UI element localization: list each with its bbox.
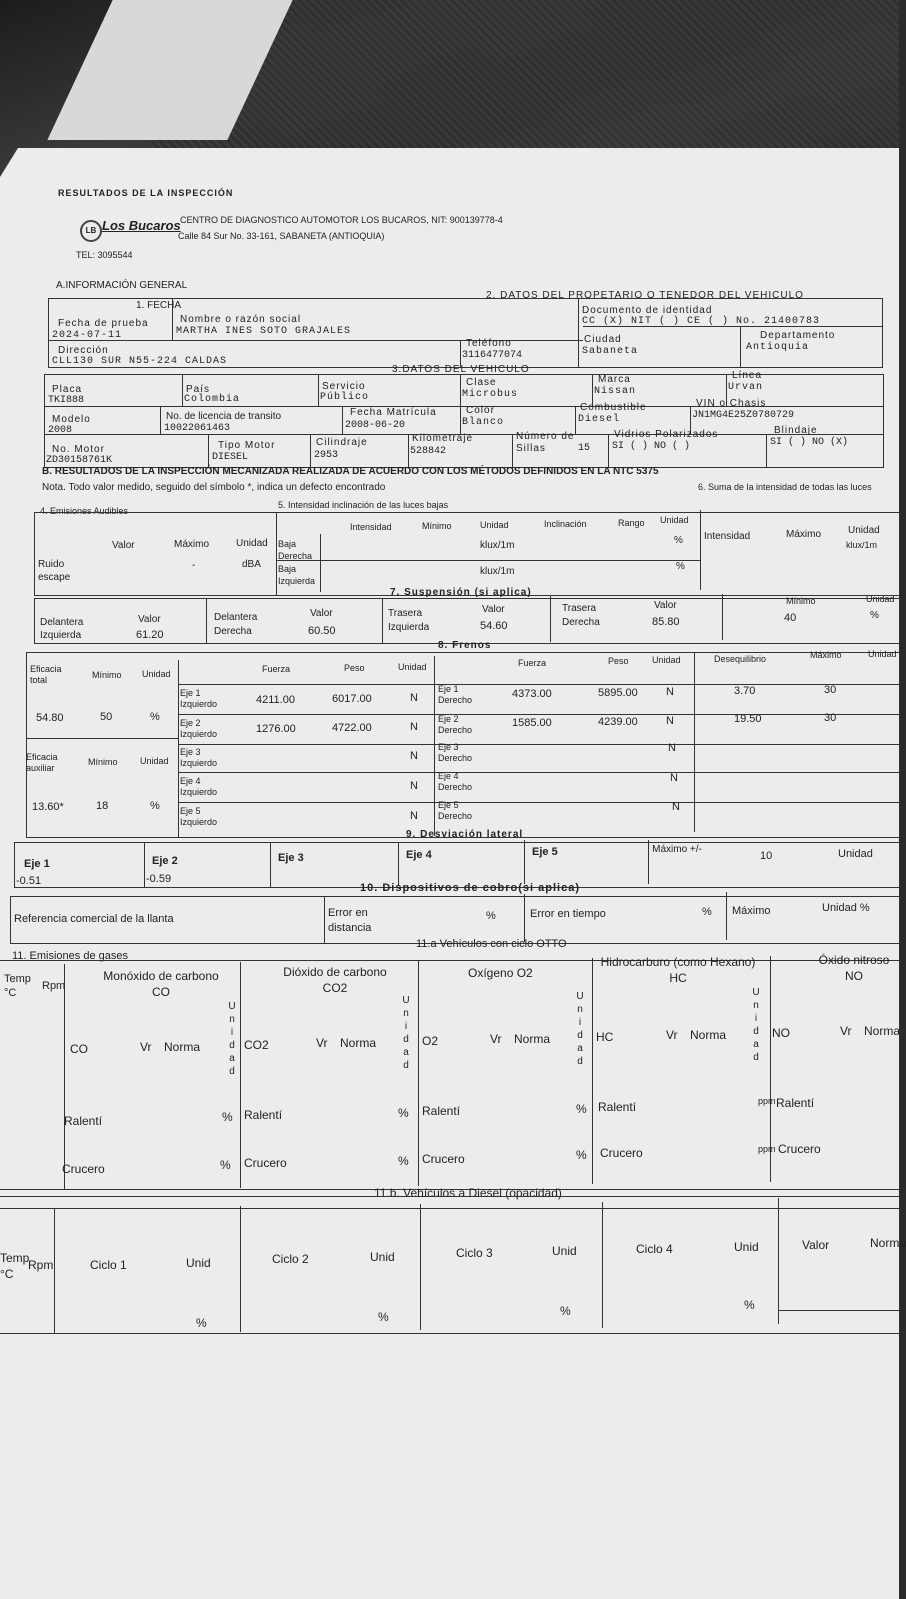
divider bbox=[270, 842, 271, 888]
s4-ruido: Ruido escape bbox=[38, 559, 71, 583]
s11b-ciclo1: Ciclo 1 bbox=[90, 1258, 127, 1272]
eje4-der-label: Eje 4 Derecho bbox=[438, 771, 473, 792]
s4-dash: - bbox=[192, 560, 196, 571]
sillas-label: Número de Sillas bbox=[516, 431, 575, 454]
divider bbox=[178, 714, 900, 715]
pais-value: Colombia bbox=[184, 394, 241, 405]
s7-tra-der-value: 85.80 bbox=[652, 616, 680, 628]
s8-fuerza-izq: Fuerza bbox=[262, 664, 291, 674]
s11-hc-norma: Norma bbox=[690, 1028, 727, 1042]
s9-eje2-value: -0.59 bbox=[146, 873, 172, 885]
s11-co2: CO2 bbox=[244, 1038, 269, 1052]
eje1-der-label: Eje 1 Derecho bbox=[438, 684, 473, 705]
sillas-value: 15 bbox=[578, 443, 591, 454]
fecha-value: 2024-07-11 bbox=[52, 330, 123, 341]
s8-minimo-2: Mínimo bbox=[88, 757, 118, 767]
doc-label: Documento de identidad bbox=[582, 305, 713, 316]
s10-err-dist: Error en distancia bbox=[328, 907, 372, 934]
divider bbox=[382, 598, 383, 644]
s11-co-crucero: Crucero bbox=[62, 1162, 105, 1176]
s11-co-vr: Vr bbox=[140, 1040, 152, 1054]
s11a-title: 11.a Vehículos con ciclo OTTO bbox=[416, 938, 567, 950]
s8-unidad-1: Unidad bbox=[142, 669, 171, 679]
s9-eje3: Eje 3 bbox=[278, 852, 304, 864]
divider bbox=[592, 958, 593, 1184]
s8-title: 8. Frenos bbox=[438, 640, 492, 651]
s11-no-norma: Norma bbox=[864, 1024, 901, 1038]
clase-value: Microbus bbox=[462, 389, 519, 400]
s11b-unid-4: Unid bbox=[734, 1240, 759, 1254]
s8-ea-value: 13.60* bbox=[32, 801, 64, 813]
eje2-der-label: Eje 2 Derecho bbox=[438, 714, 473, 735]
s6-intensidad: Intensidad bbox=[704, 531, 751, 542]
s11-no-vr: Vr bbox=[840, 1024, 852, 1038]
s11-title: 11. Emisiones de gases bbox=[12, 950, 128, 962]
divider bbox=[178, 684, 900, 685]
depto-value: Antioquia bbox=[746, 342, 810, 353]
s11b-ciclo2: Ciclo 2 bbox=[272, 1252, 309, 1266]
placa-label: Placa bbox=[52, 384, 83, 395]
linea-label: Línea bbox=[732, 370, 763, 381]
divider bbox=[276, 560, 700, 561]
blindaje-label: Blindaje bbox=[774, 425, 818, 436]
eje1-deseq: 3.70 bbox=[734, 685, 756, 697]
vehiculo-title: 3.DATOS DEL VEHICULO bbox=[392, 364, 530, 375]
s6-title: 6. Suma de la intensidad de todas las luces bbox=[698, 482, 872, 492]
divider bbox=[420, 1204, 421, 1330]
s5-rango: Rango bbox=[618, 518, 645, 528]
licencia-label: No. de licencia de transito bbox=[166, 411, 282, 422]
eje2-der-fuerza: 1585.00 bbox=[512, 717, 552, 729]
dir-value: CLL130 SUR N55-224 CALDAS bbox=[52, 356, 228, 367]
combustible-value: Diesel bbox=[578, 414, 621, 425]
s5-baja-izq: Baja Izquierda bbox=[278, 564, 316, 586]
eje1-izq-peso: 6017.00 bbox=[332, 693, 372, 705]
s8-ea-pct: % bbox=[150, 800, 160, 812]
s11-o2-vr: Vr bbox=[490, 1032, 502, 1046]
eje2-izq-peso: 4722.00 bbox=[332, 722, 372, 734]
divider bbox=[144, 842, 145, 888]
s4-dba: dBA bbox=[242, 559, 261, 570]
s7-minimo-value: 40 bbox=[784, 612, 797, 624]
eje2-izq-fuerza: 1276.00 bbox=[256, 723, 296, 735]
s11-co2-norma: Norma bbox=[340, 1036, 377, 1050]
divider bbox=[178, 744, 900, 745]
eje1-der-peso: 5895.00 bbox=[598, 687, 638, 699]
s11b-norma: Norma bbox=[870, 1236, 906, 1250]
divider bbox=[778, 1310, 900, 1311]
eje2-max: 30 bbox=[824, 712, 837, 724]
s8-desequilibrio: Desequilibrio bbox=[714, 654, 767, 664]
fecha-title: 1. FECHA bbox=[136, 300, 182, 311]
s7-valor-1: Valor bbox=[138, 614, 161, 625]
s456-box bbox=[34, 512, 900, 596]
s11-rpm: Rpm bbox=[42, 980, 66, 992]
depto-label: Departamento bbox=[760, 330, 836, 341]
s8-eficacia-total: Eficacia total bbox=[30, 664, 62, 685]
divider bbox=[460, 406, 461, 434]
fecha-matricula-label: Fecha Matrícula bbox=[350, 407, 437, 418]
ciudad-value: Sabaneta bbox=[582, 346, 639, 357]
eje1-izq-label: Eje 1 Izquierdo bbox=[180, 688, 218, 709]
divider bbox=[398, 842, 399, 886]
s6-klux: klux/1m bbox=[846, 540, 878, 550]
s11b-unid-1: Unid bbox=[186, 1256, 211, 1270]
logo-icon: LB bbox=[80, 220, 102, 242]
s9-eje5: Eje 5 bbox=[532, 846, 558, 858]
s11b-valor: Valor bbox=[802, 1238, 830, 1252]
s7-tra-izq-value: 54.60 bbox=[480, 620, 508, 632]
s8-et-value: 54.80 bbox=[36, 712, 64, 724]
vidrios-value: SI ( ) NO ( ) bbox=[612, 441, 691, 452]
eje2-der-peso: 4239.00 bbox=[598, 716, 638, 728]
s11b-rpm: Rpm bbox=[28, 1258, 54, 1272]
s11-hc: HC bbox=[596, 1030, 614, 1044]
s11b-unid-2: Unid bbox=[370, 1250, 395, 1264]
divider bbox=[276, 512, 277, 596]
s8-ea-min: 18 bbox=[96, 800, 109, 812]
s7-del-der-value: 60.50 bbox=[308, 625, 336, 637]
vidrios-label: Vidrios Polarizados bbox=[614, 429, 719, 440]
nombre-label: Nombre o razón social bbox=[180, 314, 302, 325]
s11b-pct-2: % bbox=[378, 1310, 389, 1324]
s4-valor: Valor bbox=[112, 540, 135, 551]
s11-co2-crucero-pct: % bbox=[398, 1154, 409, 1168]
s11-hc-vr: Vr bbox=[666, 1028, 678, 1042]
s11-no-crucero: Crucero bbox=[778, 1142, 821, 1156]
s9-eje1: Eje 1 bbox=[24, 858, 50, 870]
eje3-der-label: Eje 3 Derecho bbox=[438, 742, 473, 763]
eje3-izq-n: N bbox=[410, 750, 418, 762]
divider bbox=[778, 1198, 779, 1324]
s8-fuerza-der: Fuerza bbox=[518, 658, 547, 668]
s11-no: NO bbox=[772, 1026, 790, 1040]
eje3-izq-label: Eje 3 Izquierdo bbox=[180, 747, 218, 768]
s11-hc-ralenti-ppm: ppm bbox=[758, 1096, 776, 1106]
fecha-matricula-value: 2008-06-20 bbox=[345, 420, 406, 431]
s11-hc-crucero: Crucero bbox=[600, 1146, 643, 1160]
divider bbox=[578, 298, 579, 368]
s5-baja-der: Baja Derecha bbox=[278, 539, 313, 561]
eje4-izq-n: N bbox=[410, 780, 418, 792]
s11-o2-crucero: Crucero bbox=[422, 1152, 465, 1166]
s10-err-tiempo: Error en tiempo bbox=[530, 908, 606, 920]
s4-title: 4. Emisiones Audibles bbox=[40, 506, 129, 516]
s10-pct: % bbox=[486, 910, 496, 922]
color-label: Color bbox=[466, 405, 495, 416]
s11b-ciclo3: Ciclo 3 bbox=[456, 1246, 493, 1260]
s11b-temp: Temp °C bbox=[0, 1251, 30, 1281]
s10-unidad: Unidad % bbox=[822, 902, 870, 914]
tel-label: Teléfono bbox=[466, 338, 512, 349]
divider bbox=[418, 960, 419, 1186]
marca-value: Nissan bbox=[594, 386, 637, 397]
owner-title: 2. DATOS DEL PROPETARIO O TENEDOR DEL VEHICULO bbox=[486, 290, 804, 301]
doc-title: RESULTADOS DE LA INSPECCIÓN bbox=[58, 188, 234, 198]
s11-no-ralenti: Ralentí bbox=[776, 1096, 815, 1110]
s5-pct-2: % bbox=[676, 561, 685, 572]
eje1-der-n: N bbox=[666, 686, 674, 698]
s11-o2: O2 bbox=[422, 1034, 439, 1048]
divider bbox=[648, 840, 649, 884]
eje5-der-label: Eje 5 Derecho bbox=[438, 800, 473, 821]
eje1-izq-fuerza: 4211.00 bbox=[256, 694, 295, 706]
divider bbox=[206, 598, 207, 644]
divider bbox=[434, 656, 435, 836]
divider bbox=[766, 434, 767, 468]
divider bbox=[342, 406, 343, 434]
divider bbox=[318, 374, 319, 406]
s11b-unid-3: Unid bbox=[552, 1244, 577, 1258]
s11b-ciclo4: Ciclo 4 bbox=[636, 1242, 673, 1256]
s10-maximo: Máximo bbox=[732, 905, 771, 917]
s11-co-ralenti-pct: % bbox=[222, 1110, 233, 1124]
tel-value: 3116477074 bbox=[462, 350, 523, 361]
s11-co-ralenti: Ralentí bbox=[64, 1114, 103, 1128]
kilometraje-value: 528842 bbox=[410, 446, 447, 457]
servicio-value: Público bbox=[320, 392, 370, 403]
s11b-title: 11.b. Vehículos a Diesel (opacidad) bbox=[374, 1186, 562, 1200]
s11-co-crucero-pct: % bbox=[220, 1158, 231, 1172]
s11-co2-title: Dióxido de carbono CO2 bbox=[283, 965, 387, 995]
modelo-label: Modelo bbox=[52, 414, 91, 425]
s5-inclinacion: Inclinación bbox=[544, 519, 587, 529]
logo-text: Los Bucaros bbox=[102, 218, 181, 233]
s8-unidad-izq: Unidad bbox=[398, 662, 427, 672]
divider bbox=[324, 896, 325, 944]
servicio-label: Servicio bbox=[322, 381, 366, 392]
eje1-der-fuerza: 4373.00 bbox=[512, 688, 552, 700]
s8-peso-izq: Peso bbox=[344, 663, 365, 673]
s11-co-unidad: U n i d a d bbox=[228, 1001, 236, 1077]
s11-o2-ralenti-pct: % bbox=[576, 1102, 587, 1116]
s8-maximo: Máximo bbox=[810, 650, 842, 660]
pais-label: País bbox=[186, 384, 211, 395]
s11b-pct-1: % bbox=[196, 1316, 207, 1330]
s7-valor-3: Valor bbox=[482, 604, 505, 615]
section-b-note: Nota. Todo valor medido, seguido del símbolo *, indica un defecto encontrado bbox=[42, 482, 386, 493]
fecha-label: Fecha de prueba bbox=[58, 318, 149, 329]
s7-valor-2: Valor bbox=[310, 608, 333, 619]
divider bbox=[524, 894, 525, 942]
s11-no-title: Óxido nitroso NO bbox=[818, 953, 890, 983]
s11-co2-ralenti: Ralentí bbox=[244, 1108, 283, 1122]
ciudad-label: Ciudad bbox=[584, 334, 622, 345]
cilindraje-label: Cilindraje bbox=[316, 437, 368, 448]
s8-et-min: 50 bbox=[100, 711, 113, 723]
s8-minimo-1: Mínimo bbox=[92, 670, 122, 680]
s4-maximo: Máximo bbox=[174, 539, 210, 550]
divider bbox=[524, 840, 525, 884]
s11-co-title: Monóxido de carbono CO bbox=[103, 969, 219, 999]
eje5-izq-n: N bbox=[410, 810, 418, 822]
divider bbox=[208, 434, 209, 468]
eje4-izq-label: Eje 4 Izquierdo bbox=[180, 776, 218, 797]
divider bbox=[575, 406, 576, 434]
divider bbox=[160, 406, 161, 434]
s7-box bbox=[34, 598, 900, 644]
divider bbox=[722, 594, 723, 640]
divider bbox=[726, 892, 727, 940]
s7-tra-der: Trasera Derecha bbox=[562, 603, 600, 628]
eje2-deseq: 19.50 bbox=[734, 713, 762, 725]
divider bbox=[240, 1206, 241, 1332]
s5-title: 5. Intensidad inclinación de las luces bajas bbox=[278, 500, 449, 510]
marca-label: Marca bbox=[598, 374, 631, 385]
s10-title: 10. Dispositivos de cobro(si aplica) bbox=[360, 882, 580, 894]
s9-eje4: Eje 4 bbox=[406, 849, 432, 861]
s11-o2-crucero-pct: % bbox=[576, 1148, 587, 1162]
s11-o2-unidad: U n i d a d bbox=[576, 991, 584, 1067]
s7-unidad: Unidad bbox=[866, 594, 895, 604]
divider bbox=[740, 326, 741, 368]
eje5-izq-label: Eje 5 Izquierdo bbox=[180, 806, 218, 827]
divider bbox=[178, 772, 900, 773]
s11b-box bbox=[0, 1196, 900, 1334]
divider bbox=[310, 434, 311, 468]
motor-value: ZD30158761K bbox=[46, 455, 113, 466]
divider bbox=[602, 1202, 603, 1328]
linea-value: Urvan bbox=[728, 382, 764, 393]
divider bbox=[240, 962, 241, 1188]
s11b-pct-4: % bbox=[744, 1298, 755, 1312]
s7-del-der: Delantera Derecha bbox=[214, 612, 258, 637]
divider bbox=[700, 510, 701, 590]
doc-value: CC (X) NIT ( ) CE ( ) No. 21400783 bbox=[582, 316, 821, 327]
s8-unidad-2: Unidad bbox=[140, 756, 169, 766]
s5-klux-1: klux/1m bbox=[480, 540, 515, 551]
licencia-value: 10022061463 bbox=[164, 423, 231, 434]
s7-tra-izq: Trasera Izquierda bbox=[388, 608, 430, 633]
divider bbox=[320, 534, 321, 592]
s6-maximo: Máximo bbox=[786, 529, 822, 540]
vin-value: JN1MG4E25Z0780729 bbox=[692, 410, 795, 421]
motor-label: No. Motor bbox=[52, 444, 105, 455]
divider bbox=[178, 660, 179, 838]
cilindraje-value: 2953 bbox=[314, 450, 339, 461]
s11-co: CO bbox=[70, 1042, 88, 1056]
s11-co2-vr: Vr bbox=[316, 1036, 328, 1050]
s11-o2-norma: Norma bbox=[514, 1032, 551, 1046]
nombre-value: MARTHA INES SOTO GRAJALES bbox=[176, 326, 352, 337]
s11-hc-title: Hidrocarburo (como Hexano) HC bbox=[600, 955, 756, 985]
s11-hc-ralenti: Ralentí bbox=[598, 1100, 637, 1114]
eje1-max: 30 bbox=[824, 684, 837, 696]
divider bbox=[460, 374, 461, 406]
vin-label: VIN o Chasis bbox=[696, 398, 767, 409]
s5-klux-2: klux/1m bbox=[480, 566, 515, 577]
divider bbox=[608, 434, 609, 468]
clase-label: Clase bbox=[466, 377, 497, 388]
s11-co2-crucero: Crucero bbox=[244, 1156, 287, 1170]
divider bbox=[550, 596, 551, 642]
divider bbox=[182, 374, 183, 406]
s11-temp: Temp °C bbox=[4, 973, 31, 999]
divider bbox=[512, 434, 513, 468]
s7-minimo: Mínimo bbox=[786, 596, 816, 606]
s10-ref: Referencia comercial de la llanta bbox=[14, 913, 174, 925]
tipo-motor-value: DIESEL bbox=[212, 452, 249, 463]
s5-minimo: Mínimo bbox=[422, 521, 452, 531]
s11-co2-ralenti-pct: % bbox=[398, 1106, 409, 1120]
s7-title: 7. Suspensión (si aplica) bbox=[390, 587, 532, 598]
divider bbox=[54, 1208, 55, 1334]
s7-del-izq-value: 61.20 bbox=[136, 629, 164, 641]
tipo-motor-label: Tipo Motor bbox=[218, 440, 276, 451]
eje2-der-n: N bbox=[666, 715, 674, 727]
modelo-value: 2008 bbox=[48, 425, 73, 436]
placa-value: TKI888 bbox=[48, 395, 85, 406]
s11-o2-ralenti: Ralentí bbox=[422, 1104, 461, 1118]
s5-intensidad: Intensidad bbox=[350, 522, 392, 532]
divider bbox=[408, 434, 409, 468]
s8-et-pct: % bbox=[150, 711, 160, 723]
divider bbox=[178, 802, 900, 803]
s9-eje1-value: -0.51 bbox=[16, 875, 42, 887]
s6-unidad: Unidad bbox=[848, 525, 880, 536]
s7-valor-4: Valor bbox=[654, 600, 677, 611]
section-b-title: B. RESULTADOS DE LA INSPECCIÓN MECANIZADA REALIZADA DE ACUERDO CON LOS MÉTODOS DEFINIDOS EN LA NTC 5375 bbox=[42, 466, 659, 477]
s7-pct: % bbox=[870, 610, 879, 621]
s9-eje2: Eje 2 bbox=[152, 855, 178, 867]
eje2-izq-n: N bbox=[410, 721, 418, 733]
s7-del-izq: Delantera Izquierda bbox=[40, 617, 84, 641]
s11b-pct-3: % bbox=[560, 1304, 571, 1318]
eje4-der-n: N bbox=[670, 772, 678, 784]
s5-pct-1: % bbox=[674, 535, 683, 546]
s9-title: 9. Desviación lateral bbox=[406, 829, 524, 840]
s8-peso-der: Peso bbox=[608, 656, 629, 666]
divider bbox=[172, 298, 173, 340]
color-value: Blanco bbox=[462, 417, 505, 428]
combustible-label: Combustible bbox=[580, 402, 647, 413]
s11-hc-crucero-ppm: ppm bbox=[758, 1144, 776, 1154]
s5-unidad: Unidad bbox=[480, 520, 509, 530]
dir-label: Dirección bbox=[58, 345, 109, 356]
s8-eficacia-aux: Eficacia auxiliar bbox=[26, 752, 58, 773]
divider bbox=[694, 652, 695, 832]
s11-hc-unidad: U n i d a d bbox=[752, 987, 760, 1063]
s9-maximo: Máximo +/- bbox=[652, 844, 702, 855]
s9-unidad: Unidad bbox=[838, 848, 873, 860]
kilometraje-label: Kilometraje bbox=[412, 433, 474, 444]
s10-pct2: % bbox=[702, 906, 712, 918]
s11-co-norma: Norma bbox=[164, 1040, 201, 1054]
eje3-der-n: N bbox=[668, 742, 676, 754]
s5-unidad2: Unidad bbox=[660, 515, 689, 525]
eje2-izq-label: Eje 2 Izquierdo bbox=[180, 718, 218, 739]
divider bbox=[26, 738, 178, 739]
s11-o2-title: Oxígeno O2 bbox=[468, 966, 533, 980]
section-a-title: A.INFORMACIÓN GENERAL bbox=[56, 280, 188, 291]
cda-phone: TEL: 3095544 bbox=[76, 250, 133, 260]
s11-co2-unidad: U n i d a d bbox=[402, 995, 410, 1071]
eje1-izq-n: N bbox=[410, 692, 418, 704]
cda-name: CENTRO DE DIAGNOSTICO AUTOMOTOR LOS BUCAROS, NIT: 900139778-4 bbox=[180, 215, 503, 225]
s8-unidad-deseq: Unidad bbox=[868, 649, 897, 659]
s4-unidad: Unidad bbox=[236, 538, 268, 549]
cda-address: Calle 84 Sur No. 33-161, SABANETA (ANTIOQUIA) bbox=[178, 231, 385, 241]
divider bbox=[0, 1208, 900, 1209]
s8-unidad-der: Unidad bbox=[652, 655, 681, 665]
eje5-der-n: N bbox=[672, 801, 680, 813]
divider bbox=[64, 964, 65, 1190]
blindaje-value: SI ( ) NO (X) bbox=[770, 437, 849, 448]
s9-maximo-value: 10 bbox=[760, 850, 773, 862]
